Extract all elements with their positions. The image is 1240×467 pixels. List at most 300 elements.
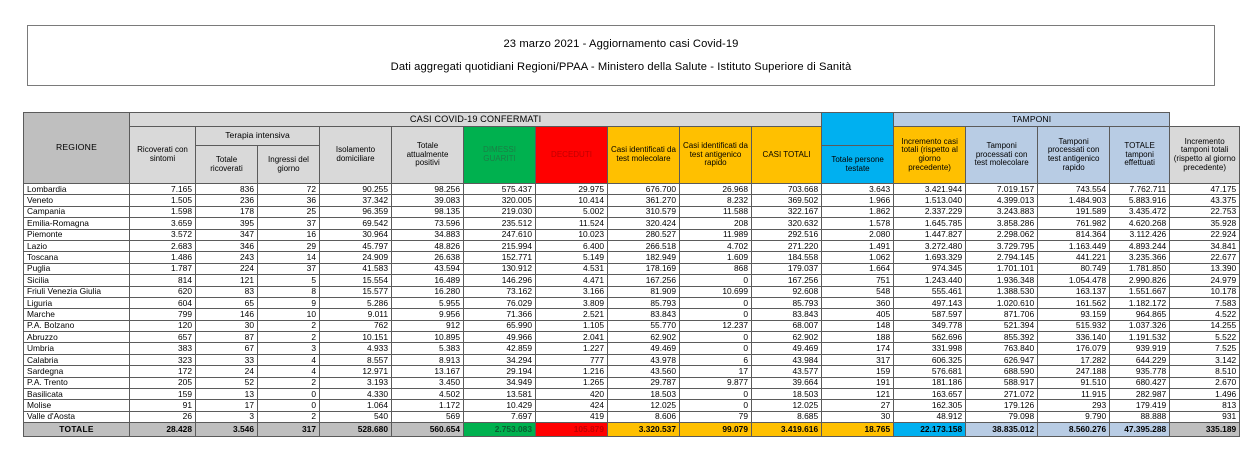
data-cell: 26 [130,411,196,422]
data-cell: 931 [1170,411,1240,422]
header-totale-tamponi-label: TOTALE tamponi effettuati [1124,141,1155,168]
data-cell: 178 [196,206,258,217]
data-cell: 10.414 [536,195,608,206]
header-terapia-intensiva: Terapia intensiva [196,127,320,146]
data-cell: 0 [258,400,320,411]
data-cell: 188 [822,332,894,343]
data-cell: 762 [320,320,392,331]
data-cell: 964.865 [1110,309,1170,320]
data-cell: 562.696 [894,332,966,343]
data-cell: 73.596 [392,218,464,229]
header-incremento-casi-totali [894,127,966,184]
data-cell: 751 [822,275,894,286]
page-title: 23 marzo 2021 - Aggiornamento casi Covid-19 [503,38,739,50]
data-cell: 98.256 [392,184,464,195]
data-cell: 91.510 [1038,377,1110,388]
table-row [24,354,1240,365]
data-cell: 45.797 [320,240,392,251]
data-cell: 90.255 [320,184,392,195]
data-cell: 8.685 [752,411,822,422]
data-cell: 4.531 [536,263,608,274]
data-cell: 4 [258,354,320,365]
region-name-cell: Sardegna [24,366,130,377]
data-cell: 148 [822,320,894,331]
header-tamponi-antigenico-label: Tamponi processati con test antigenico rapido [1047,136,1100,172]
data-cell: 41.583 [320,263,392,274]
data-cell: 55.770 [608,320,680,331]
covid-data-table [23,112,1240,437]
data-cell: 10.151 [320,332,392,343]
data-cell: 1.787 [130,263,196,274]
data-cell: 12.025 [608,400,680,411]
data-cell: 26.968 [680,184,752,195]
data-cell: 34.294 [464,354,536,365]
region-name-cell: Molise [24,400,130,411]
data-cell: 35.928 [1170,218,1240,229]
data-cell: 4.502 [392,389,464,400]
data-cell: 163.137 [1038,286,1110,297]
data-cell: 243 [196,252,258,263]
header-tamponi: TAMPONI [894,113,1170,127]
data-cell: 161.562 [1038,297,1110,308]
region-name-cell: Lombardia [24,184,130,195]
data-cell: 0 [680,275,752,286]
data-cell: 3.858.286 [966,218,1038,229]
total-data-cell: 528.680 [320,423,392,437]
table-row [24,309,1240,320]
region-name-cell: Basilicata [24,389,130,400]
data-cell: 25 [258,206,320,217]
data-cell: 2.683 [130,240,196,251]
data-cell: 3.729.795 [966,240,1038,251]
data-cell: 121 [822,389,894,400]
header-casi-confermati: CASI COVID-19 CONFERMATI [130,113,822,127]
data-cell: 912 [392,320,464,331]
data-cell: 184.558 [752,252,822,263]
total-data-cell: 28.428 [130,423,196,437]
header-casi-totali-label: CASI TOTALI [762,149,811,159]
data-cell: 13.167 [392,366,464,377]
data-cell: 191 [822,377,894,388]
data-cell: 1.064 [320,400,392,411]
header-deceduti-label: DECEDUTI [551,149,592,159]
data-cell: 836 [196,184,258,195]
data-cell: 43.560 [608,366,680,377]
data-cell: 29.194 [464,366,536,377]
header-isolamento-domiciliare [320,127,392,184]
total-data-cell: 47.395.288 [1110,423,1170,437]
data-cell: 43.978 [608,354,680,365]
data-cell: 424 [536,400,608,411]
table-header [24,113,1240,184]
table-row [24,252,1240,263]
data-cell: 763.840 [966,343,1038,354]
data-cell: 1.265 [536,377,608,388]
data-cell: 159 [130,389,196,400]
data-cell: 3.235.366 [1110,252,1170,263]
data-cell: 2.670 [1170,377,1240,388]
data-cell: 0 [680,297,752,308]
data-cell: 17.282 [1038,354,1110,365]
data-cell: 320.424 [608,218,680,229]
data-cell: 3.112.426 [1110,229,1170,240]
data-cell: 2.990.826 [1110,275,1170,286]
data-cell: 13 [196,389,258,400]
data-cell: 10.178 [1170,286,1240,297]
data-cell: 3.166 [536,286,608,297]
data-cell: 1.062 [822,252,894,263]
data-cell: 5.383 [392,343,464,354]
data-cell: 271.220 [752,240,822,251]
data-cell: 24 [196,366,258,377]
total-data-cell: 3.546 [196,423,258,437]
header-ingressi-giorno-label: Ingressi del giorno [268,154,309,173]
data-cell: 1.054.478 [1038,275,1110,286]
data-cell: 1.020.610 [966,297,1038,308]
data-cell: 419 [536,411,608,422]
region-name-cell: Toscana [24,252,130,263]
data-cell: 360 [822,297,894,308]
data-cell: 8.557 [320,354,392,365]
data-cell: 1.693.329 [894,252,966,263]
region-name-cell: Liguria [24,297,130,308]
data-cell: 743.554 [1038,184,1110,195]
header-subgroup-row [24,127,1240,146]
data-cell: 39.083 [392,195,464,206]
data-cell: 83 [196,286,258,297]
data-cell: 347 [196,229,258,240]
data-cell: 91 [130,400,196,411]
table-row [24,400,1240,411]
data-cell: 71.366 [464,309,536,320]
data-cell: 29.975 [536,184,608,195]
data-cell: 5.883.916 [1110,195,1170,206]
table-row [24,389,1240,400]
data-cell: 235.512 [464,218,536,229]
data-cell: 16 [258,229,320,240]
data-cell: 73.162 [464,286,536,297]
data-cell: 1.484.903 [1038,195,1110,206]
table-row [24,206,1240,217]
data-cell: 1.216 [536,366,608,377]
data-cell: 569 [392,411,464,422]
data-cell: 15.577 [320,286,392,297]
region-name-cell: P.A. Bolzano [24,320,130,331]
data-cell: 395 [196,218,258,229]
header-group-row [24,113,1240,127]
data-cell: 3.193 [320,377,392,388]
table-row [24,343,1240,354]
data-cell: 219.030 [464,206,536,217]
data-cell: 33 [196,354,258,365]
total-data-cell: 105.879 [536,423,608,437]
data-cell: 9.877 [680,377,752,388]
total-data-cell: 3.419.616 [752,423,822,437]
data-cell: 576.681 [894,366,966,377]
data-cell: 855.392 [966,332,1038,343]
data-cell: 224 [196,263,258,274]
data-cell: 11.588 [680,206,752,217]
data-cell: 83.843 [608,309,680,320]
data-cell: 88.888 [1110,411,1170,422]
data-cell: 167.256 [608,275,680,286]
data-cell: 1.781.850 [1110,263,1170,274]
data-cell: 280.527 [608,229,680,240]
data-cell: 24.979 [1170,275,1240,286]
data-cell: 10 [258,309,320,320]
data-cell: 30 [822,411,894,422]
data-cell: 441.221 [1038,252,1110,263]
total-data-cell: 38.835.012 [966,423,1038,437]
data-cell: 12.025 [752,400,822,411]
data-cell: 10.429 [464,400,536,411]
data-cell: 2.041 [536,332,608,343]
data-cell: 4.399.013 [966,195,1038,206]
data-cell: 27 [822,400,894,411]
data-cell: 83.843 [752,309,822,320]
data-cell: 16.489 [392,275,464,286]
header-casi-test-molecolare-label: Casi identificati da test molecolare [611,145,676,163]
data-cell: 1.491 [822,240,894,251]
data-cell: 3.243.883 [966,206,1038,217]
data-cell: 1.664 [822,263,894,274]
data-cell: 3 [196,411,258,422]
data-cell: 152.771 [464,252,536,263]
data-cell: 159 [822,366,894,377]
data-cell: 282.987 [1110,389,1170,400]
data-cell: 62.902 [608,332,680,343]
table-row [24,366,1240,377]
data-cell: 37.342 [320,195,392,206]
total-data-cell: 335.189 [1170,423,1240,437]
data-cell: 1.496 [1170,389,1240,400]
region-name-cell: Campania [24,206,130,217]
region-name-cell: P.A. Trento [24,377,130,388]
data-cell: 26.638 [392,252,464,263]
data-cell: 30 [196,320,258,331]
data-cell: 540 [320,411,392,422]
data-cell: 96.359 [320,206,392,217]
header-totale-attualmente-positivi [392,127,464,184]
data-cell: 7.019.157 [966,184,1038,195]
page-subtitle: Dati aggregati quotidiani Regioni/PPAA - Ministero della Salute - Istituto Superiore di Sanità [390,61,852,73]
data-cell: 1.105 [536,320,608,331]
region-name-cell: Calabria [24,354,130,365]
data-cell: 1.505 [130,195,196,206]
header-ricoverati-sintomi [130,127,196,184]
data-cell: 405 [822,309,894,320]
data-cell: 8.606 [608,411,680,422]
data-cell: 5.955 [392,297,464,308]
data-cell: 3.659 [130,218,196,229]
data-cell: 3.643 [822,184,894,195]
data-cell: 17 [196,400,258,411]
data-cell: 22.677 [1170,252,1240,263]
region-name-cell: Friuli Venezia Giulia [24,286,130,297]
data-cell: 7.583 [1170,297,1240,308]
total-row [24,423,1240,437]
data-cell: 162.305 [894,400,966,411]
covid-table-container [23,112,1237,437]
data-cell: 80.749 [1038,263,1110,274]
data-cell: 13.390 [1170,263,1240,274]
table-row [24,229,1240,240]
data-cell: 349.778 [894,320,966,331]
data-cell: 361.270 [608,195,680,206]
data-cell: 22.924 [1170,229,1240,240]
data-cell: 1.513.040 [894,195,966,206]
data-cell: 11.915 [1038,389,1110,400]
data-cell: 48.912 [894,411,966,422]
data-cell: 176.079 [1038,343,1110,354]
header-totale-persone-testate [822,146,894,184]
data-cell: 6.400 [536,240,608,251]
data-cell: 317 [822,354,894,365]
header-totale-attualmente-positivi-label: Totale attualmente positivi [406,141,449,168]
data-cell: 72 [258,184,320,195]
data-cell: 98.135 [392,206,464,217]
data-cell: 3.450 [392,377,464,388]
data-cell: 16.280 [392,286,464,297]
data-cell: 49.469 [752,343,822,354]
data-cell: 7.697 [464,411,536,422]
data-cell: 146.296 [464,275,536,286]
data-cell: 7.525 [1170,343,1240,354]
data-cell: 34.883 [392,229,464,240]
data-cell: 292.516 [752,229,822,240]
data-cell: 703.668 [752,184,822,195]
data-cell: 179.419 [1110,400,1170,411]
data-cell: 43.577 [752,366,822,377]
data-cell: 5.149 [536,252,608,263]
total-data-cell: 8.560.276 [1038,423,1110,437]
data-cell: 4.893.244 [1110,240,1170,251]
data-cell: 10.699 [680,286,752,297]
total-data-cell: 317 [258,423,320,437]
header-totale-tamponi [1110,127,1170,184]
header-incremento-casi-totali-label: Incremento casi totali (rispetto al giorno precedente) [901,136,958,172]
data-cell: 369.502 [752,195,822,206]
data-cell: 0 [680,309,752,320]
data-cell: 813 [1170,400,1240,411]
table-row [24,320,1240,331]
data-cell: 2 [258,320,320,331]
header-tamponi-molecolare [966,127,1038,184]
region-name-cell: Lazio [24,240,130,251]
data-cell: 4 [258,366,320,377]
data-cell: 12.971 [320,366,392,377]
data-cell: 79.098 [966,411,1038,422]
data-cell: 5.002 [536,206,608,217]
data-cell: 1.486 [130,252,196,263]
total-data-cell: 22.173.158 [894,423,966,437]
data-cell: 24.909 [320,252,392,263]
data-cell: 67 [196,343,258,354]
table-row [24,377,1240,388]
data-cell: 644.229 [1110,354,1170,365]
header-totale-persone-testate-label: Totale persone testate [831,154,884,173]
data-cell: 120 [130,320,196,331]
data-cell: 323 [130,354,196,365]
data-cell: 604 [130,297,196,308]
data-cell: 626.947 [966,354,1038,365]
table-row [24,218,1240,229]
data-cell: 22.753 [1170,206,1240,217]
data-cell: 85.793 [752,297,822,308]
region-name-cell: Marche [24,309,130,320]
data-cell: 47.175 [1170,184,1240,195]
data-cell: 62.902 [752,332,822,343]
data-cell: 18.503 [608,389,680,400]
data-cell: 383 [130,343,196,354]
header-casi-test-molecolare [608,127,680,184]
region-name-cell: Umbria [24,343,130,354]
data-cell: 181.186 [894,377,966,388]
region-name-cell: Puglia [24,263,130,274]
data-cell: 497.143 [894,297,966,308]
data-cell: 4.471 [536,275,608,286]
header-ricoverati-sintomi-label: Ricoverati con sintomi [137,145,188,163]
data-cell: 1.578 [822,218,894,229]
data-cell: 521.394 [966,320,1038,331]
data-cell: 93.159 [1038,309,1110,320]
data-cell: 182.949 [608,252,680,263]
data-cell: 0 [258,389,320,400]
table-body [24,184,1240,423]
data-cell: 799 [130,309,196,320]
data-cell: 420 [536,389,608,400]
table-footer [24,423,1240,437]
header-tamponi-antigenico [1038,127,1110,184]
data-cell: 336.140 [1038,332,1110,343]
data-cell: 4.620.268 [1110,218,1170,229]
data-cell: 1.936.348 [966,275,1038,286]
data-cell: 172 [130,366,196,377]
header-spacer-testate [822,113,894,146]
data-cell: 48.826 [392,240,464,251]
data-cell: 87 [196,332,258,343]
header-casi-totali [752,127,822,184]
data-cell: 36 [258,195,320,206]
table-row [24,195,1240,206]
data-cell: 7.165 [130,184,196,195]
data-cell: 868 [680,263,752,274]
data-cell: 9.790 [1038,411,1110,422]
data-cell: 42.859 [464,343,536,354]
header-tamponi-molecolare-label: Tamponi processati con test molecolare [974,141,1029,168]
header-regione: REGIONE [24,113,130,184]
data-cell: 215.994 [464,240,536,251]
data-cell: 49.966 [464,332,536,343]
data-cell: 18.503 [752,389,822,400]
header-dimessi-guariti [464,127,536,184]
data-cell: 1.163.449 [1038,240,1110,251]
data-cell: 2 [258,332,320,343]
data-cell: 85.793 [608,297,680,308]
data-cell: 1.447.827 [894,229,966,240]
data-cell: 12.237 [680,320,752,331]
data-cell: 939.919 [1110,343,1170,354]
data-cell: 9.956 [392,309,464,320]
data-cell: 167.256 [752,275,822,286]
data-cell: 331.998 [894,343,966,354]
data-cell: 814.364 [1038,229,1110,240]
data-cell: 266.518 [608,240,680,251]
data-cell: 7.762.711 [1110,184,1170,195]
data-cell: 5.522 [1170,332,1240,343]
header-isolamento-domiciliare-label: Isolamento domiciliare [335,145,376,163]
data-cell: 17 [680,366,752,377]
